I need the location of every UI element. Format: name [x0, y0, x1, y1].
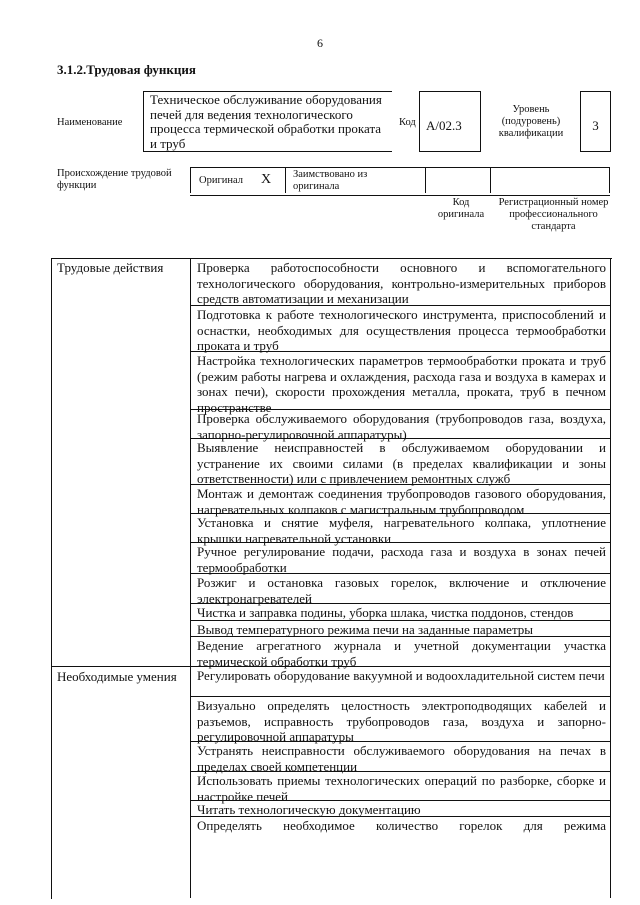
table-row: Вывод температурного режима печи на заданные параметры [191, 621, 610, 637]
table-row: Определять необходимое количество горелок для режима [197, 818, 606, 833]
table-row: Регулировать оборудование вакуумной и водоохладительной систем печи [191, 667, 610, 697]
section-title-actions: Трудовые действия [57, 260, 164, 275]
function-code: А/02.3 [419, 91, 481, 152]
code-label: Код [399, 117, 416, 128]
original-cell [190, 168, 285, 193]
table-row: Установка и снятие муфеля, нагревательного колпака, уплотнение крышки нагревательной установки [191, 514, 610, 543]
table-row: Использовать приемы технологических операций по разборке, сборке и настройке печей [191, 772, 610, 801]
table-row: Ведение агрегатного журнала и учетной документации участка термической обработки труб [191, 637, 610, 667]
table-row: Проверка обслуживаемого оборудования (трубопроводов газа, воздуха, запорно-регулировочной аппаратуры) [191, 410, 610, 439]
table-row: Подготовка к работе технологического инструмента, приспособлений и оснастки, необходимых для осуществления процесса термообработки проката и труб [191, 306, 610, 352]
borrowed-cell [285, 168, 425, 193]
table-row: Настройка технологических параметров термообработки проката и труб (режим работы нагрева и охлаждения, расхода газа и воздуха в камерах и зонах печи), скорости прохождения металла, проката, труб в печном пространстве [191, 352, 610, 410]
level-label: Уровень (подуровень) квалификации [498, 104, 564, 139]
page-number: 6 [317, 36, 323, 50]
section-title: 3.1.2.Трудовая функция [57, 62, 196, 77]
table-row: Читать технологическую документацию [191, 801, 610, 817]
table-row: Проверка работоспособности основного и вспомогательного технологического оборудования, контрольно-измерительных приборов средств автоматизации и механизации [191, 259, 610, 306]
level-value: 3 [580, 91, 611, 152]
table-row: Монтаж и демонтаж соединения трубопроводов газового оборудования, нагревательных колпаков с магистральным трубопроводом [191, 485, 610, 514]
table-row: Розжиг и остановка газовых горелок, включение и отключение электронагревателей [191, 574, 610, 604]
borrowed-label: Заимствовано из оригинала [293, 169, 368, 192]
table-row: Ручное регулирование подачи, расхода газа и воздуха в зонах печей термообработки [191, 543, 610, 574]
original-label: Оригинал [199, 175, 243, 186]
table-row: Выявление неисправностей в обслуживаемом оборудовании и устранение их своими силами (в пределах квалификации и зоны ответственности) или с привлечением ремонтных служб [191, 439, 610, 485]
reg-cell [490, 168, 610, 193]
origin-code-caption: Код оригинала [437, 197, 485, 220]
origin-label: Происхождение трудовой функции [57, 168, 172, 191]
function-name: Техническое обслуживание оборудования печей для ведения технологического процесса термической обработки проката и труб [143, 91, 392, 152]
name-label: Наименование [57, 117, 123, 128]
section-separator [51, 666, 191, 667]
spacer-cell [425, 168, 490, 193]
reg-number-caption: Регистрационный номер профессионального стандарта [498, 197, 609, 232]
original-mark: X [261, 172, 272, 187]
table-row: Визуально определять целостность электроподводящих кабелей и разъемов, исправность трубопроводов газа, воздуха и запорно-регулировочной аппаратуры [191, 697, 610, 742]
table-right-border [610, 258, 611, 898]
origin-row [190, 167, 610, 196]
table-row: Чистка и заправка подины, уборка шлака, чистка поддонов, стендов [191, 604, 610, 621]
table-row: Устранять неисправности обслуживаемого оборудования на печах в пределах своей компетенции [191, 742, 610, 772]
section-title-skills: Необходимые умения [57, 669, 177, 684]
